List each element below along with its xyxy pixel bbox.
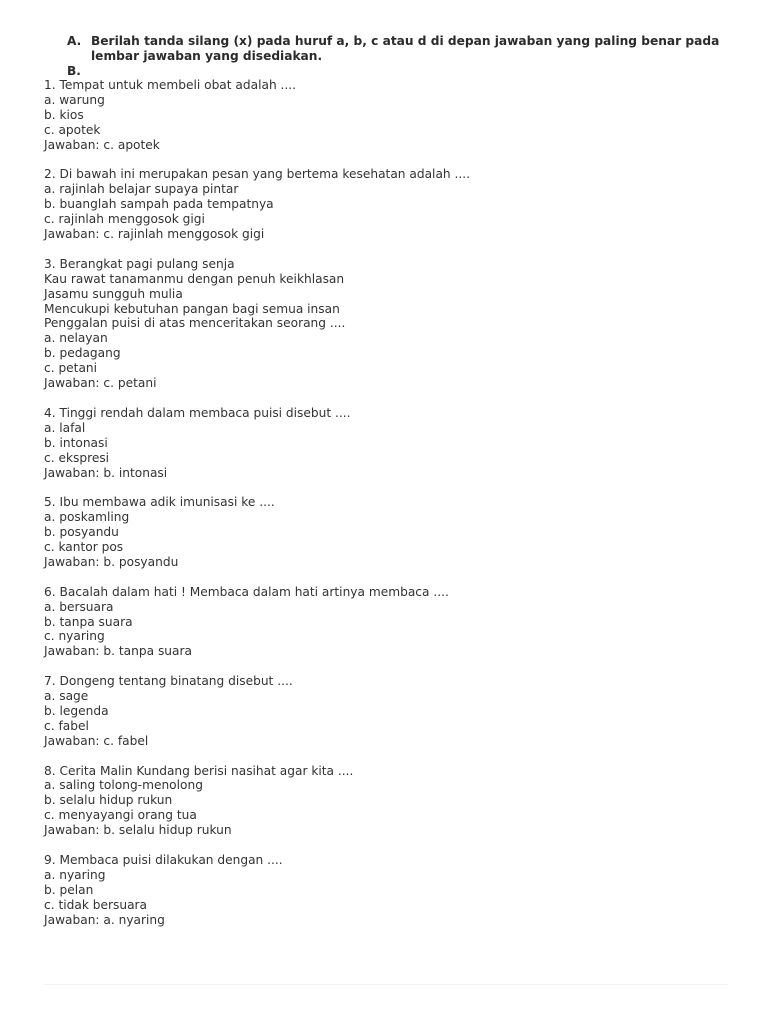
answer-option: b. legenda xyxy=(44,703,109,718)
question-text-line: Kau rawat tanamanmu dengan penuh keikhlasan xyxy=(44,271,345,286)
question-item xyxy=(44,495,734,570)
question-text: 4. Tinggi rendah dalam membaca puisi disebut .... xyxy=(44,405,351,420)
answer-option: c. fabel xyxy=(44,718,89,733)
question-item xyxy=(44,78,734,153)
answer-option: a. warung xyxy=(44,92,105,107)
answer-option: c. nyaring xyxy=(44,629,105,644)
question-text: 3. Berangkat pagi pulang senja xyxy=(44,256,235,271)
question-text: 9. Membaca puisi dilakukan dengan .... xyxy=(44,853,283,867)
answer-option: a. nelayan xyxy=(44,331,108,346)
answer-option: b. intonasi xyxy=(44,435,108,450)
answer-option: b. kios xyxy=(44,107,84,122)
answer-option: a. nyaring xyxy=(44,867,106,882)
question-text-line: Jasamu sungguh mulia xyxy=(44,286,183,301)
instruction-text-b xyxy=(91,64,737,79)
instruction-marker-b: B. xyxy=(67,64,81,78)
answer-option: c. tidak bersuara xyxy=(44,897,148,912)
answer-option: a. lafal xyxy=(44,420,86,435)
question-text: 7. Dongeng tentang binatang disebut .... xyxy=(44,674,293,689)
answer-option: c. apotek xyxy=(44,122,101,137)
question-text: 1. Tempat untuk membeli obat adalah .... xyxy=(44,78,297,92)
answer-option: a. saling tolong-menolong xyxy=(44,778,203,793)
instruction-item-b xyxy=(67,64,737,79)
answer-option: c. rajinlah menggosok gigi xyxy=(44,212,205,227)
answer-option: b. pelan xyxy=(44,882,94,897)
question-text-line: Mencukupi kebutuhan pangan bagi semua insan xyxy=(44,301,340,316)
question-item xyxy=(44,257,734,391)
answer-option: a. rajinlah belajar supaya pintar xyxy=(44,182,239,197)
answer-option: a. bersuara xyxy=(44,599,114,614)
question-item xyxy=(44,764,734,839)
answer-option: b. selalu hidup rukun xyxy=(44,793,173,808)
answer-option: a. sage xyxy=(44,689,89,704)
answer-option: c. petani xyxy=(44,361,98,376)
answer-key: Jawaban: b. tanpa suara xyxy=(44,644,192,659)
question-item xyxy=(44,167,734,242)
question-text-line: Penggalan puisi di atas menceritakan seorang .... xyxy=(44,316,346,331)
question-item xyxy=(44,585,734,660)
answer-option: b. tanpa suara xyxy=(44,614,133,629)
answer-key: Jawaban: c. apotek xyxy=(44,137,160,152)
question-text: 2. Di bawah ini merupakan pesan yang bertema kesehatan adalah .... xyxy=(44,167,471,182)
instruction-item-a xyxy=(67,34,737,64)
question-list xyxy=(44,78,734,942)
answer-key: Jawaban: b. selalu hidup rukun xyxy=(44,823,232,838)
instructions xyxy=(67,34,737,79)
question-item xyxy=(44,674,734,749)
answer-option: c. ekspresi xyxy=(44,450,110,465)
instruction-text-a: Berilah tanda silang (x) pada huruf a, b, c atau d di depan jawaban yang paling benar pada lembar jawaban yang disediakan. xyxy=(91,34,720,63)
answer-option: c. kantor pos xyxy=(44,540,124,555)
instruction-marker-a: A. xyxy=(67,34,82,48)
answer-key: Jawaban: c. fabel xyxy=(44,733,149,748)
answer-key: Jawaban: c. rajinlah menggosok gigi xyxy=(44,227,265,242)
answer-option: b. pedagang xyxy=(44,346,121,361)
question-item xyxy=(44,406,734,481)
answer-option: b. posyandu xyxy=(44,525,119,540)
answer-option: b. buanglah sampah pada tempatnya xyxy=(44,197,274,212)
answer-key: Jawaban: b. posyandu xyxy=(44,554,179,569)
answer-key: Jawaban: a. nyaring xyxy=(44,912,165,927)
page-divider xyxy=(44,984,728,985)
question-text: 5. Ibu membawa adik imunisasi ke .... xyxy=(44,495,275,510)
answer-key: Jawaban: c. petani xyxy=(44,376,157,391)
answer-key: Jawaban: b. intonasi xyxy=(44,465,168,480)
question-item xyxy=(44,853,734,928)
question-text: 6. Bacalah dalam hati ! Membaca dalam hati artinya membaca .... xyxy=(44,584,449,599)
answer-option: a. poskamling xyxy=(44,510,130,525)
question-text: 8. Cerita Malin Kundang berisi nasihat agar kita .... xyxy=(44,763,354,778)
answer-option: c. menyayangi orang tua xyxy=(44,808,197,823)
